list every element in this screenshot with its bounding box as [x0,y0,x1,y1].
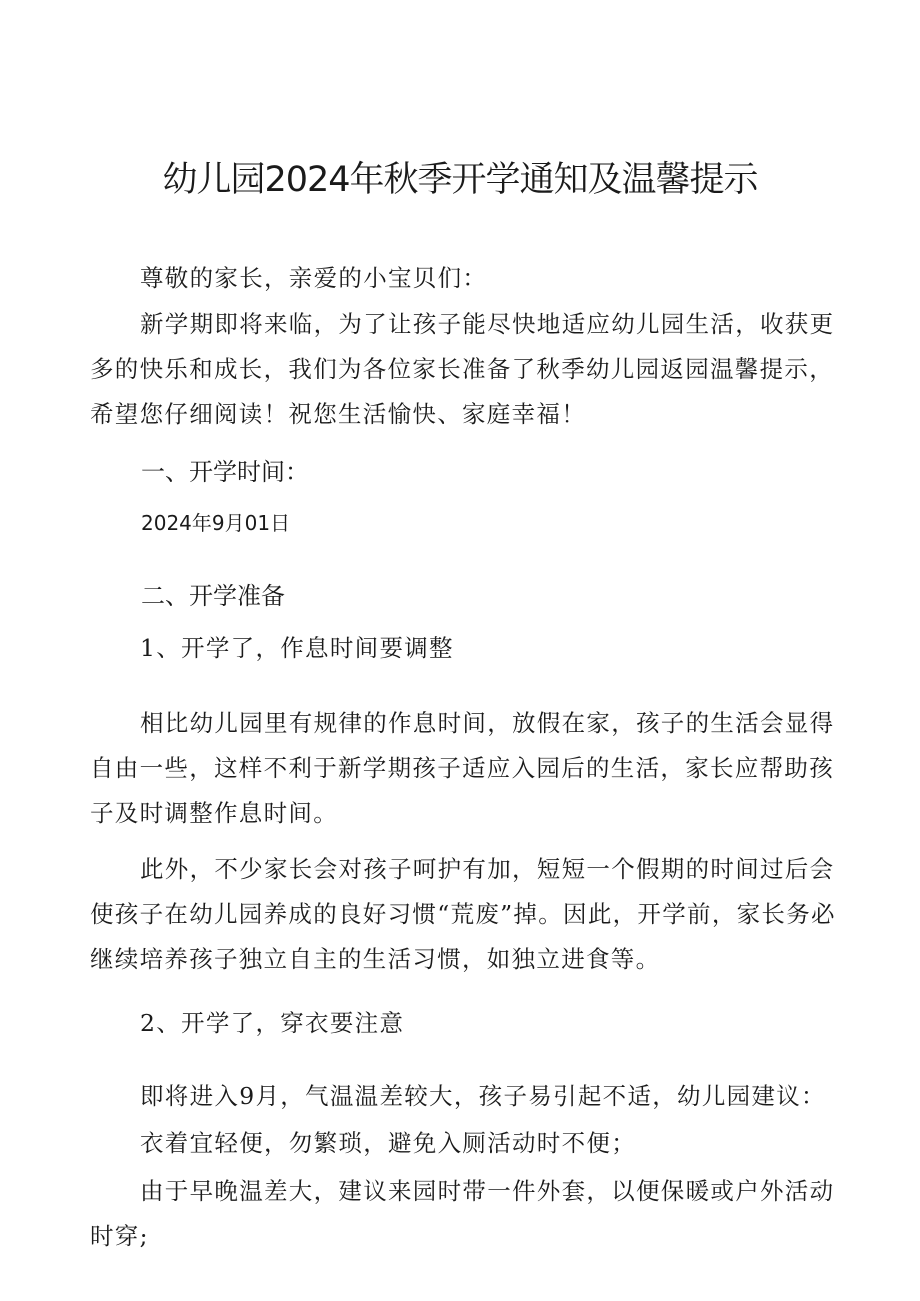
section-2-heading: 二、开学准备 [141,582,285,610]
start-date: 2024年9月01日 [141,511,291,535]
item-1-paragraph-2: 此外，不少家长会对孩子呵护有加，短短一个假期的时间过后会使孩子在幼儿园养成的良好习惯“荒废”掉。因此，开学前，家长务必继续培养孩子独立自主的生活习惯，如独立进食等。 [90,855,836,973]
item-1-heading: 1、开学了，作息时间要调整 [140,634,454,662]
item-2-paragraph-1: 即将进入9月，气温温差较大，孩子易引起不适，幼儿园建议： [140,1082,826,1110]
item-1-paragraph-1: 相比幼儿园里有规律的作息时间，放假在家，孩子的生活会显得自由一些，这样不利于新学期孩子适应入园后的生活，家长应帮助孩子及时调整作息时间。 [90,709,835,827]
item-2-heading: 2、开学了，穿衣要注意 [140,1009,405,1037]
document-title: 幼儿园2024年秋季开学通知及温馨提示 [162,160,758,200]
greeting: 尊敬的家长，亲爱的小宝贝们： [140,264,488,292]
section-1-heading: 一、开学时间： [141,458,309,486]
item-2-paragraph-3: 由于早晚温差大，建议来园时带一件外套，以便保暖或户外活动时穿; [90,1177,835,1250]
item-2-paragraph-2: 衣着宜轻便，勿繁琐，避免入厕活动时不便； [140,1129,636,1157]
intro-paragraph: 新学期即将来临，为了让孩子能尽快地适应幼儿园生活，收获更多的快乐和成长，我们为各位家长准备了秋季幼儿园返园温馨提示，希望您仔细阅读！祝您生活愉快、家庭幸福！ [90,310,835,428]
